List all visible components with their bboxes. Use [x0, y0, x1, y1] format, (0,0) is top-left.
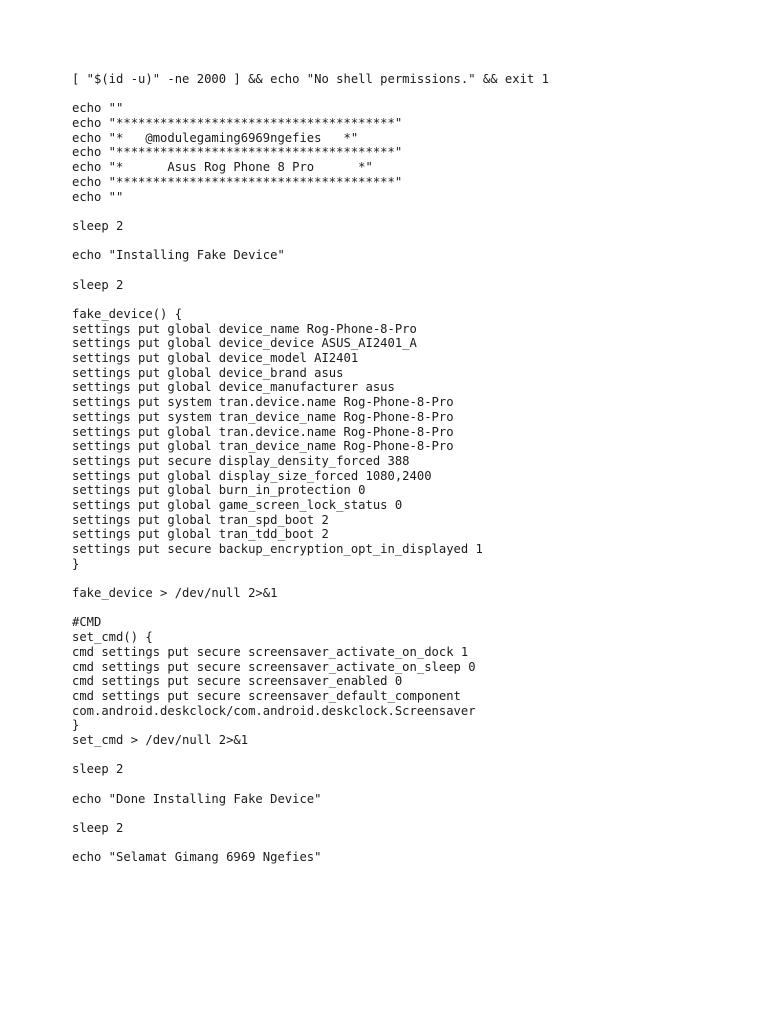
code-line: com.android.deskclock/com.android.deskclock.Screensaver [72, 703, 476, 718]
code-line: echo "" [72, 101, 124, 116]
code-line: cmd settings put secure screensaver_activate_on_sleep 0 [72, 659, 476, 674]
code-line: echo "**************************************" [72, 116, 403, 131]
code-line: settings put secure display_density_forced 388 [72, 453, 410, 468]
blank-line [72, 836, 752, 851]
blank-line [72, 748, 752, 763]
code-line: settings put global device_manufacturer asus [72, 380, 395, 395]
code-line: [ "$(id -u)" -ne 2000 ] && echo "No shell permissions." && exit 1 [72, 72, 549, 86]
code-line: settings put global burn_in_protection 0 [72, 483, 366, 498]
code-line: sleep 2 [72, 821, 124, 836]
code-line: echo "Selamat Gimang 6969 Ngefies" [72, 850, 322, 865]
code-line: echo "* @modulegaming6969ngefies *" [72, 130, 359, 145]
code-line: echo "" [72, 189, 124, 204]
code-line: set_cmd > /dev/null 2>&1 [72, 732, 249, 747]
code-line: echo "Installing Fake Device" [72, 248, 285, 263]
blank-line [72, 204, 752, 219]
code-line: settings put global tran_device_name Rog-Phone-8-Pro [72, 439, 454, 454]
code-line: settings put global device_model AI2401 [72, 351, 359, 366]
code-line: sleep 2 [72, 277, 124, 292]
code-line: settings put global tran.device.name Rog-Phone-8-Pro [72, 424, 454, 439]
script-document [72, 72, 752, 865]
code-line: echo "* Asus Rog Phone 8 Pro *" [72, 160, 373, 175]
code-line: settings put secure backup_encryption_opt_in_displayed 1 [72, 542, 483, 556]
code-line: echo "**************************************" [72, 174, 403, 189]
code-line: settings put global display_size_forced 1080,2400 [72, 468, 432, 483]
code-line: cmd settings put secure screensaver_default_component [72, 688, 461, 703]
code-line: sleep 2 [72, 218, 124, 233]
blank-line [72, 292, 752, 307]
code-line: settings put system tran_device_name Rog-Phone-8-Pro [72, 409, 454, 424]
code-line: sleep 2 [72, 762, 124, 777]
code-line: settings put global device_brand asus [72, 365, 344, 380]
code-line: settings put global device_name Rog-Phone-8-Pro [72, 321, 417, 336]
code-line: cmd settings put secure screensaver_activate_on_dock 1 [72, 644, 469, 659]
blank-line [72, 777, 752, 792]
code-line: cmd settings put secure screensaver_enabled 0 [72, 674, 403, 689]
code-line: } [72, 718, 80, 733]
blank-line [72, 571, 752, 586]
blank-line [72, 263, 752, 278]
code-line: } [72, 556, 80, 571]
code-line: set_cmd() { [72, 630, 153, 645]
blank-line [72, 601, 752, 616]
code-line: fake_device() { [72, 307, 183, 321]
blank-line [72, 87, 752, 102]
code-line: fake_device > /dev/null 2>&1 [72, 586, 278, 601]
code-line: settings put global tran_spd_boot 2 [72, 512, 329, 527]
code-line: settings put system tran.device.name Rog-Phone-8-Pro [72, 395, 454, 410]
blank-line [72, 234, 752, 249]
blank-line [72, 806, 752, 821]
code-line: settings put global tran_tdd_boot 2 [72, 527, 329, 542]
code-line: echo "**************************************" [72, 145, 403, 160]
code-line: echo "Done Installing Fake Device" [72, 791, 322, 806]
code-line: settings put global game_screen_lock_status 0 [72, 497, 403, 512]
code-line: settings put global device_device ASUS_AI2401_A [72, 336, 417, 351]
code-line: #CMD [72, 615, 102, 630]
